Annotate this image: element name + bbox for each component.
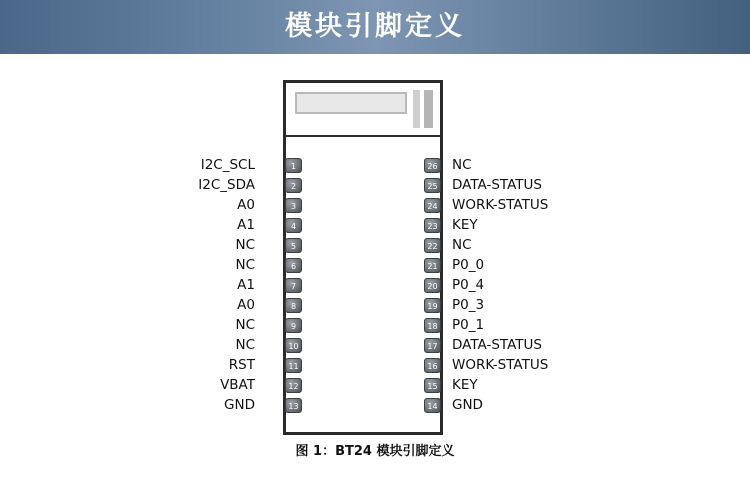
- module-pinout-diagram: [0, 54, 750, 484]
- pin-pad: 18: [424, 318, 441, 333]
- pin-pad: 11: [285, 358, 302, 373]
- pin-label: NC: [235, 317, 255, 333]
- pin-pad: 3: [285, 198, 302, 213]
- page-header-banner: [0, 0, 750, 54]
- pin-label: P0_1: [452, 317, 485, 333]
- pin-label: I2C_SDA: [198, 177, 255, 193]
- pin-label: NC: [235, 257, 255, 273]
- pin-pad: 17: [424, 338, 441, 353]
- pin-label: NC: [452, 157, 472, 173]
- pin-label: A0: [237, 297, 255, 313]
- pin-label: NC: [235, 337, 255, 353]
- pin-pad: 23: [424, 218, 441, 233]
- pin-pad: 13: [285, 398, 302, 413]
- pin-label: KEY: [452, 217, 478, 233]
- pin-pad: 7: [285, 278, 302, 293]
- module-antenna-section: [286, 83, 440, 137]
- pin-label: DATA-STATUS: [452, 177, 543, 193]
- pin-pad: 15: [424, 378, 441, 393]
- pin-label: A1: [237, 217, 255, 233]
- antenna-pad-b-icon: [424, 90, 433, 128]
- pin-pad: 8: [285, 298, 302, 313]
- pin-pad: 6: [285, 258, 302, 273]
- antenna-pad-a-icon: [413, 90, 420, 128]
- pin-pad: 26: [424, 158, 441, 173]
- pin-label: P0_0: [452, 257, 485, 273]
- pin-pad: 1: [285, 158, 302, 173]
- pin-pad: 9: [285, 318, 302, 333]
- antenna-trace-icon: [295, 92, 407, 114]
- pin-pad: 2: [285, 178, 302, 193]
- pin-label: A1: [237, 277, 255, 293]
- pin-pad: 19: [424, 298, 441, 313]
- pin-label: P0_4: [452, 277, 485, 293]
- pin-pad: 4: [285, 218, 302, 233]
- pin-pad: 25: [424, 178, 441, 193]
- pin-pad: 10: [285, 338, 302, 353]
- pin-label: WORK-STATUS: [452, 197, 549, 213]
- page-title: 模块引脚定义: [285, 11, 465, 42]
- pin-pad: 5: [285, 238, 302, 253]
- pin-label: GND: [452, 397, 483, 413]
- pin-label: P0_3: [452, 297, 485, 313]
- pin-pad: 24: [424, 198, 441, 213]
- pin-pad: 20: [424, 278, 441, 293]
- pin-label: RST: [228, 357, 255, 373]
- pin-pad: 12: [285, 378, 302, 393]
- pin-label: DATA-STATUS: [452, 337, 543, 353]
- pin-label: WORK-STATUS: [452, 357, 549, 373]
- pin-pad: 22: [424, 238, 441, 253]
- pin-label: GND: [224, 397, 255, 413]
- pin-label: VBAT: [220, 377, 255, 393]
- pin-label: KEY: [452, 377, 478, 393]
- module-body: [283, 80, 443, 435]
- pin-pad: 14: [424, 398, 441, 413]
- pin-label: A0: [237, 197, 255, 213]
- pin-label: NC: [235, 237, 255, 253]
- figure-caption: 图 1：BT24 模块引脚定义: [295, 444, 455, 459]
- pin-pad: 21: [424, 258, 441, 273]
- pin-pad: 16: [424, 358, 441, 373]
- pin-label: I2C_SCL: [200, 157, 255, 173]
- pin-label: NC: [452, 237, 472, 253]
